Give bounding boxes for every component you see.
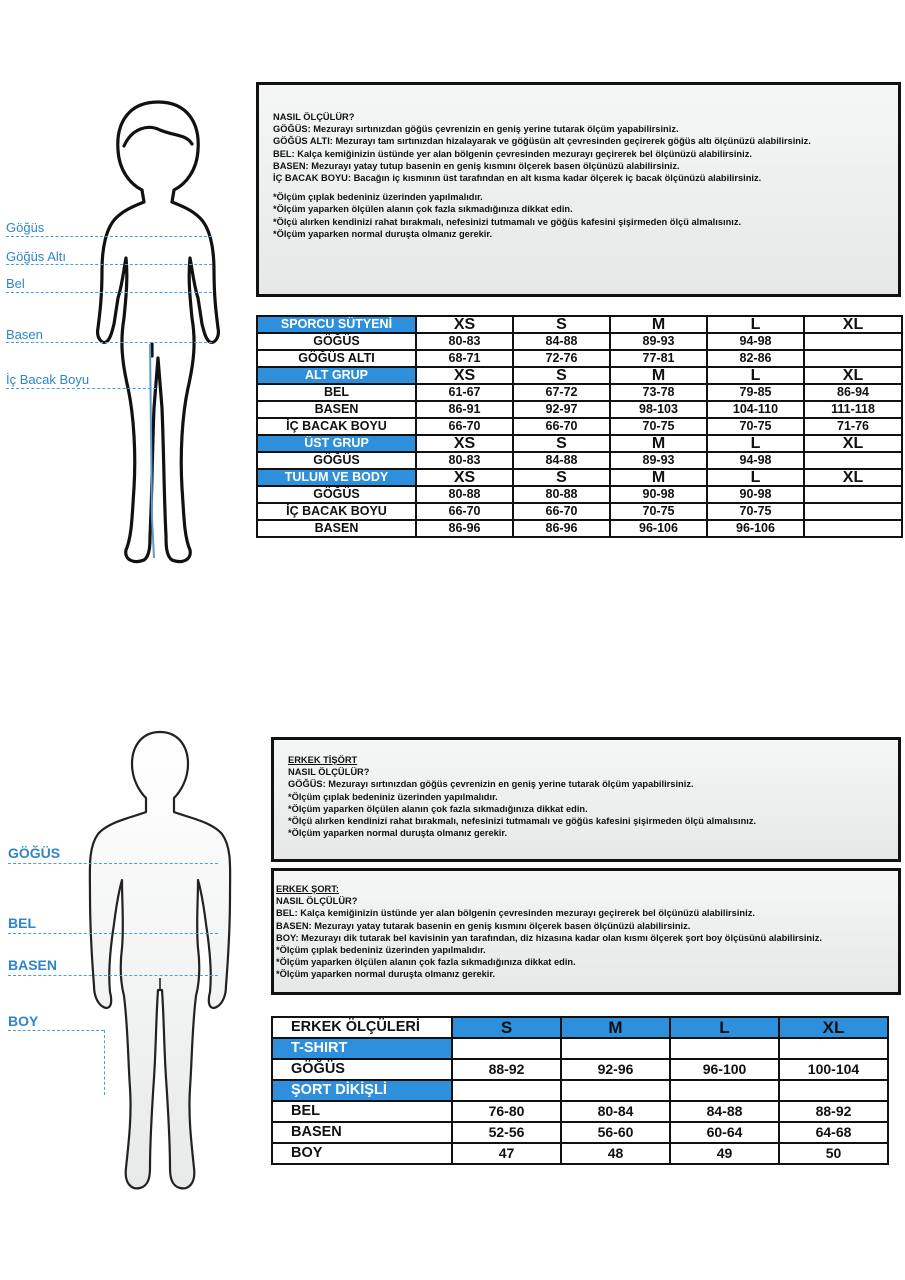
size-value: 92-96 — [561, 1059, 670, 1080]
size-value: 71-76 — [804, 418, 902, 435]
tshirt-box-title: ERKEK TİŞÖRT — [288, 755, 358, 765]
size-value — [452, 1080, 561, 1101]
shorts-instructions-line: BOY: Mezurayı dik tutarak bel kavisinin yan tarafından, diz hizasına kadar olan kısmı ölçerek şort boy ölçüsünü alabilirsiniz. — [276, 932, 822, 943]
table-section-row — [272, 1080, 888, 1101]
table-row — [257, 418, 902, 435]
size-value: 77-81 — [610, 350, 707, 367]
size-value: 88-92 — [779, 1101, 888, 1122]
size-header: L — [707, 435, 804, 452]
table-section-row — [272, 1038, 888, 1059]
measurement-label: İÇ BACAK BOYU — [257, 418, 416, 435]
instructions-note-line: *Ölçüm çıplak bedeniniz üzerinden yapılmalıdır. — [273, 192, 483, 203]
size-header: XL — [779, 1017, 888, 1038]
size-header: S — [513, 435, 610, 452]
measurement-label: BASEN — [272, 1122, 452, 1143]
boy-vertical-guide — [104, 1030, 105, 1095]
size-value: 49 — [670, 1143, 779, 1164]
women-size-table — [256, 315, 903, 538]
table-row — [257, 503, 902, 520]
size-header: L — [707, 316, 804, 333]
size-value: 104-110 — [707, 401, 804, 418]
guide-line-bel — [6, 292, 212, 293]
size-value — [804, 486, 902, 503]
size-value: 96-106 — [610, 520, 707, 537]
size-value: 84-88 — [670, 1101, 779, 1122]
size-header: M — [561, 1017, 670, 1038]
size-value: 84-88 — [513, 452, 610, 469]
table-section-row — [272, 1017, 888, 1038]
shorts-instructions-box — [271, 868, 901, 995]
table-section-header-row — [257, 435, 902, 452]
man-body-figure — [80, 728, 240, 1200]
tshirt-instructions-line: GÖĞÜS: Mezurayı sırtınızdan göğüs çevrenizin en geniş yerine tutarak ölçüm yapabilirsiniz. — [288, 779, 694, 790]
table-section-header-row — [257, 367, 902, 384]
size-value: 80-83 — [416, 452, 513, 469]
section-label: T-SHIRT — [272, 1038, 452, 1059]
instructions-line: NASIL ÖLÇÜLÜR? — [273, 112, 355, 122]
size-header: M — [610, 435, 707, 452]
size-header: L — [670, 1017, 779, 1038]
measurement-label: GÖĞÜS — [257, 486, 416, 503]
measurement-label: GÖĞÜS — [257, 452, 416, 469]
guide-line-male-boy — [8, 1030, 104, 1031]
size-value: 56-60 — [561, 1122, 670, 1143]
size-header: M — [610, 469, 707, 486]
size-value: 86-96 — [513, 520, 610, 537]
size-header: M — [610, 316, 707, 333]
size-value: 72-76 — [513, 350, 610, 367]
size-header: XL — [804, 469, 902, 486]
size-value: 90-98 — [610, 486, 707, 503]
size-value: 68-71 — [416, 350, 513, 367]
size-value — [804, 503, 902, 520]
size-header: L — [707, 469, 804, 486]
label-gogus: Göğüs — [6, 220, 45, 235]
guide-line-basen — [6, 342, 212, 343]
size-value: 66-70 — [416, 503, 513, 520]
size-value — [670, 1080, 779, 1101]
size-value: 84-88 — [513, 333, 610, 350]
guide-line-male-basen — [8, 975, 218, 976]
measurement-label: BOY — [272, 1143, 452, 1164]
section-label: ALT GRUP — [257, 367, 416, 384]
label-gogus-alti: Göğüs Altı — [6, 249, 66, 264]
size-header: XS — [416, 367, 513, 384]
label-male-boy: BOY — [8, 1013, 39, 1029]
size-value: 80-83 — [416, 333, 513, 350]
label-ic-bacak-boyu: İç Bacak Boyu — [6, 372, 90, 387]
size-value: 70-75 — [707, 418, 804, 435]
tshirt-instructions-line: NASIL ÖLÇÜLÜR? — [288, 767, 370, 778]
size-header: S — [513, 367, 610, 384]
section-label: ÜST GRUP — [257, 435, 416, 452]
size-value — [804, 333, 902, 350]
table-row — [257, 452, 902, 469]
size-value: 70-75 — [707, 503, 804, 520]
shorts-box-title: ERKEK ŞORT: — [276, 884, 340, 894]
measurement-label: GÖĞÜS — [272, 1059, 452, 1080]
size-value: 73-78 — [610, 384, 707, 401]
table-row — [272, 1143, 888, 1164]
table-title: ERKEK ÖLÇÜLERİ — [272, 1017, 452, 1038]
section-label: TULUM VE BODY — [257, 469, 416, 486]
guide-line-male-gogus — [8, 863, 218, 864]
size-value: 89-93 — [610, 452, 707, 469]
shorts-instructions-line: *Ölçüm yaparken normal duruşta olmanız gerekir. — [276, 969, 496, 980]
label-male-gogus: GÖĞÜS — [8, 845, 61, 861]
size-value — [779, 1080, 888, 1101]
shorts-instructions-line: NASIL ÖLÇÜLÜR? — [276, 896, 358, 907]
size-value: 66-70 — [416, 418, 513, 435]
measurement-label: İÇ BACAK BOYU — [257, 503, 416, 520]
shorts-instructions-line: *Ölçüm yaparken ölçülen alanın çok fazla sıkmadığınıza dikkat edin. — [276, 957, 576, 968]
size-value — [804, 520, 902, 537]
size-value — [670, 1038, 779, 1059]
measurement-label: BEL — [272, 1101, 452, 1122]
size-value: 92-97 — [513, 401, 610, 418]
measurement-label: GÖĞÜS ALTI — [257, 350, 416, 367]
tshirt-instructions-box — [271, 737, 901, 862]
instructions-line: GÖĞÜS ALTI: Mezurayı tam sırtınızdan hizalayarak ve göğüsün alt çevresinden geçirerek göğüs altı ölçünüzü alabilirsiniz. — [273, 136, 811, 147]
tshirt-instructions-line: *Ölçüm çıplak bedeniniz üzerinden yapılmalıdır. — [288, 791, 498, 802]
size-value: 111-118 — [804, 401, 902, 418]
size-value: 70-75 — [610, 503, 707, 520]
size-value — [779, 1038, 888, 1059]
instructions-note-line: *Ölçü alırken kendinizi rahat bırakmalı, nefesinizi tutmamalı ve göğüs kafesini şişirmeden ölçü almalısınız. — [273, 216, 742, 227]
size-value: 52-56 — [452, 1122, 561, 1143]
size-header: M — [610, 367, 707, 384]
size-value: 90-98 — [707, 486, 804, 503]
instructions-line: BEL: Kalça kemiğinizin üstünde yer alan bölgenin çevresinden mezurayı geçirerek bel ölçünüzü alabilirsiniz. — [273, 148, 752, 159]
size-header: XS — [416, 469, 513, 486]
table-row — [272, 1101, 888, 1122]
table-section-header-row — [257, 316, 902, 333]
label-male-bel: BEL — [8, 915, 36, 931]
section-label: ŞORT DİKİŞLİ — [272, 1080, 452, 1101]
size-header: XS — [416, 316, 513, 333]
shorts-instructions-line: *Ölçüm çıplak bedeniniz üzerinden yapılmalıdır. — [276, 945, 486, 956]
guide-line-ic-bacak — [6, 388, 156, 389]
instructions-note-line: *Ölçüm yaparken normal duruşta olmanız gerekir. — [273, 228, 493, 239]
size-header: XL — [804, 316, 902, 333]
table-row — [257, 350, 902, 367]
size-value: 76-80 — [452, 1101, 561, 1122]
guide-line-gogus-alti — [6, 264, 212, 265]
size-value: 66-70 — [513, 503, 610, 520]
label-bel: Bel — [6, 276, 25, 291]
size-value: 61-67 — [416, 384, 513, 401]
size-header: XS — [416, 435, 513, 452]
size-header: XL — [804, 435, 902, 452]
size-value: 80-84 — [561, 1101, 670, 1122]
table-row — [272, 1122, 888, 1143]
table-row — [272, 1059, 888, 1080]
measurement-label: GÖĞÜS — [257, 333, 416, 350]
size-value: 98-103 — [610, 401, 707, 418]
size-value — [804, 350, 902, 367]
size-value — [804, 452, 902, 469]
instructions-line: İÇ BACAK BOYU: Bacağın iç kısmının üst tarafından en alt kısma kadar ölçerek iç bacak ölçünüzü alabilirsiniz. — [273, 173, 762, 184]
table-row — [257, 333, 902, 350]
table-row — [257, 384, 902, 401]
size-value: 48 — [561, 1143, 670, 1164]
size-value: 86-96 — [416, 520, 513, 537]
size-value: 94-98 — [707, 452, 804, 469]
tshirt-instructions-line: *Ölçüm yaparken ölçülen alanın çok fazla sıkmadığınıza dikkat edin. — [288, 803, 588, 814]
measurement-label: BEL — [257, 384, 416, 401]
size-value: 82-86 — [707, 350, 804, 367]
size-value: 60-64 — [670, 1122, 779, 1143]
tshirt-instructions-line: *Ölçüm yaparken normal duruşta olmanız gerekir. — [288, 828, 508, 839]
size-value: 86-94 — [804, 384, 902, 401]
table-row — [257, 486, 902, 503]
section-label: SPORCU SÜTYENİ — [257, 316, 416, 333]
men-size-table — [271, 1016, 889, 1165]
label-male-basen: BASEN — [8, 957, 58, 973]
table-row — [257, 401, 902, 418]
instructions-note-line: *Ölçüm yaparken ölçülen alanın çok fazla sıkmadığınıza dikkat edin. — [273, 204, 573, 215]
size-value: 100-104 — [779, 1059, 888, 1080]
instructions-line: GÖĞÜS: Mezurayı sırtınızdan göğüs çevrenizin en geniş yerine tutarak ölçüm yapabilirsiniz. — [273, 124, 679, 135]
size-value: 64-68 — [779, 1122, 888, 1143]
guide-line-gogus — [6, 236, 212, 237]
shorts-instructions-line: BEL: Kalça kemiğinizin üstünde yer alan bölgenin çevresinden mezurayı geçirerek bel ölçünüzü alabilirsiniz. — [276, 908, 755, 919]
size-value: 80-88 — [416, 486, 513, 503]
size-value — [561, 1038, 670, 1059]
child-body-figure — [88, 98, 228, 570]
guide-line-male-bel — [8, 933, 218, 934]
size-value: 67-72 — [513, 384, 610, 401]
table-row — [257, 520, 902, 537]
size-header: XL — [804, 367, 902, 384]
measurement-label: BASEN — [257, 401, 416, 418]
size-value: 89-93 — [610, 333, 707, 350]
size-value: 94-98 — [707, 333, 804, 350]
size-header: L — [707, 367, 804, 384]
size-value: 47 — [452, 1143, 561, 1164]
size-value: 79-85 — [707, 384, 804, 401]
instructions-line: BASEN: Mezurayı yatay tutup basenin en geniş kısmını ölçerek basen ölçünüzü alabilirsiniz. — [273, 160, 680, 171]
tshirt-instructions-line: *Ölçü alırken kendinizi rahat bırakmalı, nefesinizi tutmamalı ve göğüs kafesini şişirmeden ölçü almalısınız. — [288, 816, 757, 827]
size-value — [452, 1038, 561, 1059]
size-value: 86-91 — [416, 401, 513, 418]
shorts-instructions-line: BASEN: Mezurayı yatay tutarak basenin en geniş kısmını ölçerek basen ölçünüzü alabilirsiniz. — [276, 920, 691, 931]
size-value: 96-100 — [670, 1059, 779, 1080]
measurement-instructions-box — [256, 82, 901, 297]
size-value: 88-92 — [452, 1059, 561, 1080]
size-header: S — [452, 1017, 561, 1038]
size-header: S — [513, 316, 610, 333]
size-header: S — [513, 469, 610, 486]
label-basen: Basen — [6, 327, 43, 342]
table-section-header-row — [257, 469, 902, 486]
size-value: 50 — [779, 1143, 888, 1164]
size-value: 66-70 — [513, 418, 610, 435]
size-value — [561, 1080, 670, 1101]
size-value: 70-75 — [610, 418, 707, 435]
size-value: 96-106 — [707, 520, 804, 537]
size-value: 80-88 — [513, 486, 610, 503]
measurement-label: BASEN — [257, 520, 416, 537]
